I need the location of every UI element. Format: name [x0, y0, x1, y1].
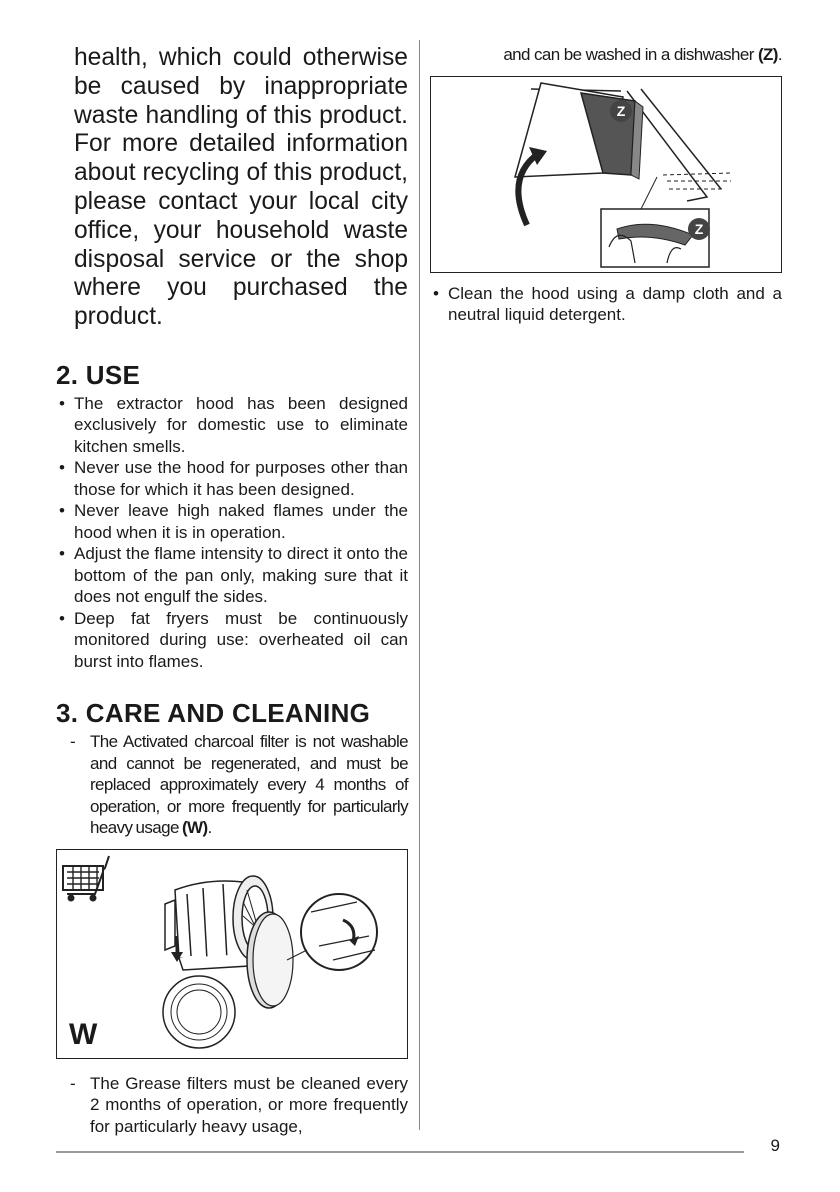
footer-rule [56, 1151, 744, 1153]
recycling-intro-text: health, which could otherwise be caused by inappropriate waste handling of this product. For more detailed information about recycling of this product, please contact your local city office, your household waste disposal service or the shop where you purchased the product. [74, 44, 408, 331]
badge-z-bottom-text: Z [694, 220, 704, 237]
charcoal-filter-disc [247, 912, 293, 1008]
use-bullet-list [56, 393, 408, 673]
use-bullet-1: • The extractor hood has been designed exclusively for domestic use to eliminate kitchen smells. [56, 393, 408, 458]
use-bullet-2: • Never use the hood for purposes other than those for which it has been designed. [56, 457, 408, 500]
badge-z-bottom [688, 218, 710, 240]
badge-z-top [610, 100, 632, 122]
section-heading-care: 3. CARE AND CLEANING [56, 698, 371, 729]
shopping-cart-icon [63, 856, 109, 902]
column-divider [419, 40, 420, 1130]
dishwasher-figure-ref: (Z) [757, 45, 778, 64]
badge-z-top-text: Z [616, 102, 626, 119]
grease-ring-disc [163, 976, 235, 1048]
use-bullet-4: • Adjust the flame intensity to direct it onto the bottom of the pan only, making sure that it does not engulf the sides. [56, 543, 408, 608]
page-number: 9 [770, 1136, 780, 1155]
dishwasher-text: and can be washed in a dishwasher [503, 45, 754, 64]
figure-z-grease-filter [430, 76, 782, 273]
charcoal-filter-text: The Activated charcoal filter is not washable and cannot be regenerated, and must be replaced approximately every 4 months of operation, or more frequently for particularly heavy usage [90, 732, 408, 838]
cleaning-bullet-list [430, 283, 782, 326]
figure-label-w: W [69, 1017, 98, 1051]
section-heading-use: 2. USE [56, 359, 141, 390]
use-bullet-5: • Deep fat fryers must be continuously monitored during use: overheated oil can burst into flames. [56, 608, 408, 673]
detail-zoom-circle [301, 894, 377, 970]
grease-filter-item: - The Grease filters must be cleaned every 2 months of operation, or more frequently for particularly heavy usage, [56, 1073, 408, 1138]
charcoal-figure-ref: (W) [181, 818, 208, 838]
figure-w-charcoal-filter [56, 849, 408, 1059]
grease-filter-panel [515, 83, 643, 179]
grease-dash-list [56, 1073, 408, 1138]
charcoal-filter-illustration [57, 850, 407, 1058]
grease-filter-illustration [431, 77, 781, 272]
care-dash-list [56, 731, 408, 839]
dishwasher-continuation: and can be washed in a dishwasher (Z). [503, 45, 782, 64]
left-column [56, 44, 408, 1137]
use-bullet-3: • Never leave high naked flames under the hood when it is in operation. [56, 500, 408, 543]
charcoal-filter-item: - The Activated charcoal filter is not washable and cannot be regenerated, and must be replaced approximately every 4 months of operation, or more frequently for particularly heavy usage (W). [56, 731, 408, 839]
right-column [430, 44, 782, 326]
cleaning-bullet: • Clean the hood using a damp cloth and a neutral liquid detergent. [430, 283, 782, 326]
